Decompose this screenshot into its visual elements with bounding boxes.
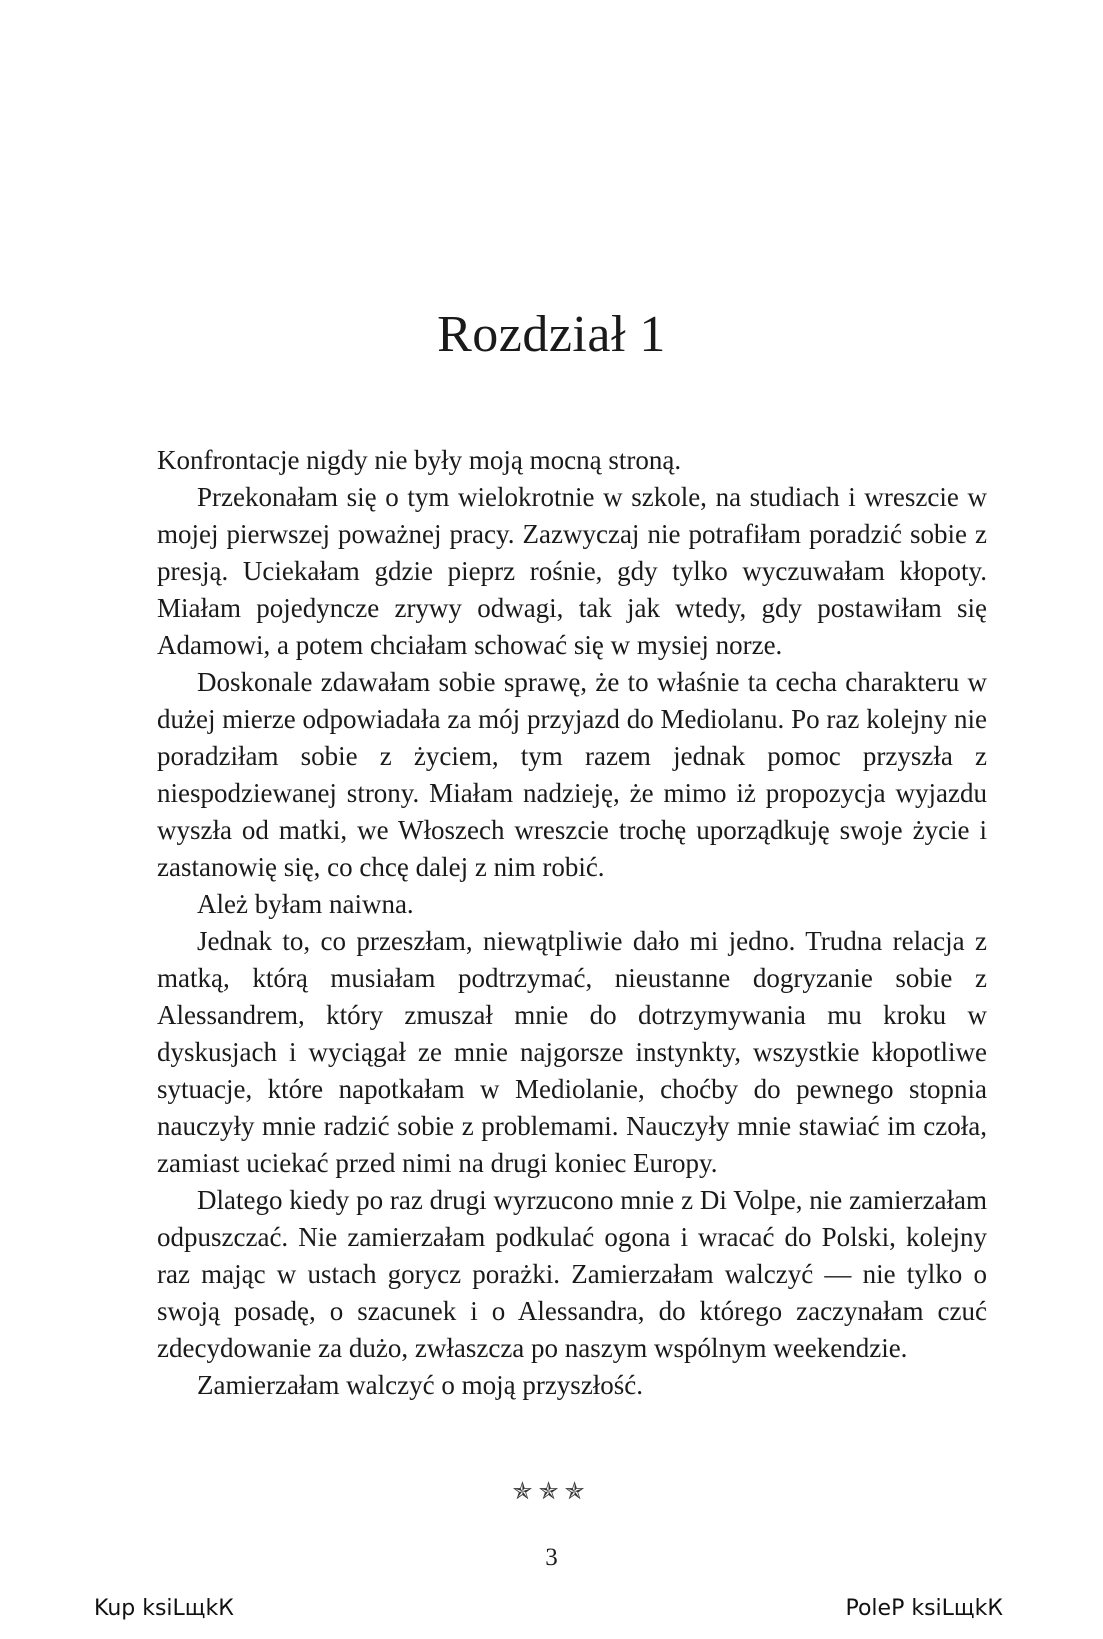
paragraph: Jednak to, co przeszłam, niewątpliwie dało mi jedno. Trudna relacja z matką, którą musiałam podtrzymać, nieustanne dogryzanie sobie z Alessandrem, który zmuszał mnie do dotrzymywania mu kroku w dyskusjach i wyciągał ze mnie najgorsze instynkty, wszystkie kłopotliwe sytuacje, które napotkałam w Mediolanie, choćby do pewnego stopnia nauczyły mnie radzić sobie z problemami. Nauczyły mnie stawiać im czoła, zamiast uciekać przed nimi na drugi koniec Europy. bbox=[157, 926, 987, 1178]
buy-book-link[interactable]: Kup ksiLщkК bbox=[94, 1596, 234, 1621]
paragraph: Zamierzałam walczyć o moją przyszłość. bbox=[197, 1370, 644, 1400]
chapter-title: Rozdział 1 bbox=[437, 306, 666, 363]
section-break-stars-icon: ✯✯✯ bbox=[512, 1479, 591, 1505]
paragraph: Doskonale zdawałam sobie sprawę, że to właśnie ta cecha charakteru w dużej mierze odpowiadała za mój przyjazd do Mediolanu. Po raz kolejny nie poradziłam sobie z życiem, tym razem jednak pomoc przyszła z niespodziewanej strony. Miałam nadzieję, że mimo iż propozycja wyjazdu wyszła od matki, we Włoszech wreszcie trochę uporządkuję swoje życie i zastanowię się, co chcę dalej z nim robić. bbox=[157, 667, 987, 882]
paragraph: Przekonałam się o tym wielokrotnie w szkole, na studiach i wreszcie w mojej pierwszej poważnej pracy. Zazwyczaj nie potrafiłam poradzić sobie z presją. Uciekałam gdzie pieprz rośnie, gdy tylko wyczuwałam kłopoty. Miałam pojedyncze zrywy odwagi, tak jak wtedy, gdy postawiłam się Adamowi, a potem chciałam schować się w mysiej norze. bbox=[157, 482, 987, 660]
chapter-body bbox=[157, 442, 987, 1404]
page-number: 3 bbox=[545, 1544, 558, 1571]
paragraph: Dlatego kiedy po raz drugi wyrzucono mnie z Di Volpe, nie zamierzałam odpuszczać. Nie zamierzałam podkulać ogona i wracać do Polski, kolejny raz mając w ustach gorycz porażki. Zamierzałam walczyć — nie tylko o swoją posadę, o szacunek i o Alessandra, do którego zaczynałam czuć zdecydowanie za dużo, zwłaszcza po naszym wspólnym weekendzie. bbox=[157, 1185, 987, 1363]
paragraph: Konfrontacje nigdy nie były moją mocną stroną. bbox=[157, 445, 682, 475]
paragraph: Ależ byłam naiwna. bbox=[197, 889, 414, 919]
recommend-book-link[interactable]: PoleP ksiLщkК bbox=[845, 1596, 1003, 1621]
